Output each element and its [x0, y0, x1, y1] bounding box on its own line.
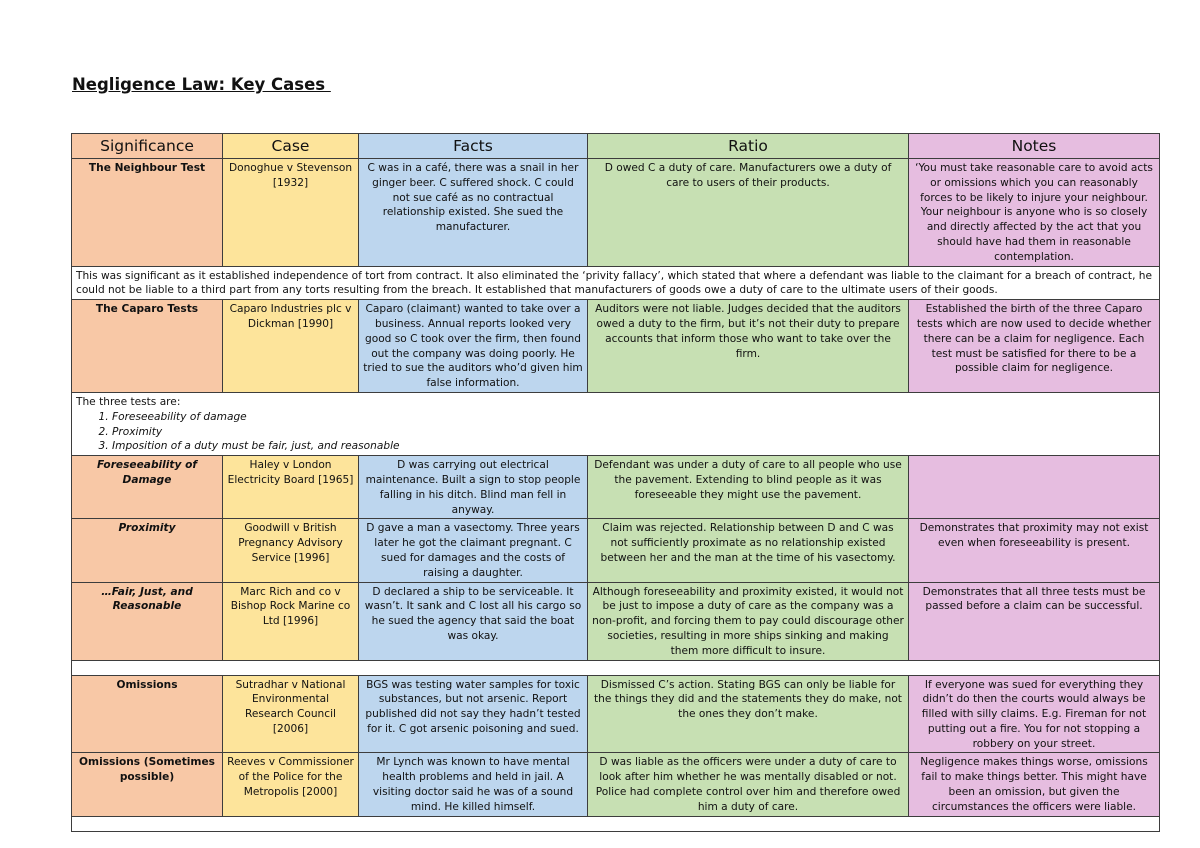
header-significance: Significance: [72, 134, 223, 159]
notes-cell: Established the birth of the three Caparo tests which are now used to decide whether there can be a claim for negligence. Each test must be satisfied for there to be a possible claim for negligence.: [909, 300, 1160, 393]
facts-cell: C was in a café, there was a snail in her ginger beer. C suffered shock. C could not sue café as no contractual relationship existed. She sued the manufacturer.: [359, 159, 588, 267]
table-row-neighbour: [72, 159, 1160, 267]
ratio-cell: Although foreseeability and proximity existed, it would not be just to impose a duty of care as the company was a non-profit, and forcing them to pay could discourage other societies, resulting in more ships sinking and making them more difficult to insure.: [588, 582, 909, 660]
table-row-neighbour-note: [72, 266, 1160, 300]
significance-cell: Proximity: [72, 519, 223, 582]
case-cell: Sutradhar v National Environmental Research Council [2006]: [223, 675, 359, 753]
ratio-cell: Auditors were not liable. Judges decided that the auditors owed a duty to the firm, but it’s not their duty to prepare accounts that inform those who want to take over the firm.: [588, 300, 909, 393]
table-row-foreseeability: [72, 456, 1160, 519]
facts-cell: D gave a man a vasectomy. Three years later he got the claimant pregnant. C sued for damages and the costs of raising a daughter.: [359, 519, 588, 582]
significance-note: This was significant as it established independence of tort from contract. It also eliminated the ‘privity fallacy’, which stated that where a defendant was liable to the claimant for a breach of contract, he could not be liable to a third part from any torts resulting from the breach. It established that manufacturers of goods owe a duty of care to the ultimate users of their goods.: [72, 266, 1160, 300]
case-cell: Goodwill v British Pregnancy Advisory Service [1996]: [223, 519, 359, 582]
page-title: Negligence Law: Key Cases: [72, 75, 331, 94]
case-cell: Reeves v Commissioner of the Police for the Metropolis [2000]: [223, 753, 359, 816]
header-case: Case: [223, 134, 359, 159]
tests-list: [76, 410, 1155, 454]
table-row-fair: [72, 582, 1160, 660]
facts-cell: Mr Lynch was known to have mental health problems and held in jail. A visiting doctor said he was of a sound mind. He killed himself.: [359, 753, 588, 816]
table-row-caparo: [72, 300, 1160, 393]
list-item: 1. Foreseeability of damage: [112, 410, 1155, 425]
tests-intro: The three tests are:: [76, 395, 181, 408]
ratio-cell: Dismissed C’s action. Stating BGS can only be liable for the things they did and the statements they do make, not the ones they don’t make.: [588, 675, 909, 753]
table-row-tests: [72, 392, 1160, 455]
header-notes: Notes: [909, 134, 1160, 159]
table-row-proximity: [72, 519, 1160, 582]
tests-list-cell: [72, 392, 1160, 455]
header-facts: Facts: [359, 134, 588, 159]
case-cell: Donoghue v Stevenson [1932]: [223, 159, 359, 267]
table-row-spacer: [72, 816, 1160, 831]
case-cell: Marc Rich and co v Bishop Rock Marine co Ltd [1996]: [223, 582, 359, 660]
ratio-cell: D was liable as the officers were under a duty of care to look after him whether he was mentally disabled or not. Police had complete control over him and therefore owed him a duty of care.: [588, 753, 909, 816]
significance-cell: The Neighbour Test: [72, 159, 223, 267]
ratio-cell: Claim was rejected. Relationship between D and C was not sufficiently proximate as no relationship existed between her and the man at the time of his vasectomy.: [588, 519, 909, 582]
significance-cell: Omissions: [72, 675, 223, 753]
significance-cell: Foreseeability of Damage: [72, 456, 223, 519]
table-row-omissions-sometimes: [72, 753, 1160, 816]
notes-cell: If everyone was sued for everything they didn’t do then the courts would always be filled with silly claims. E.g. Fireman for not putting out a fire. You for not stopping a robbery on your street.: [909, 675, 1160, 753]
ratio-cell: D owed C a duty of care. Manufacturers owe a duty of care to users of their products.: [588, 159, 909, 267]
notes-cell: Demonstrates that all three tests must be passed before a claim can be successful.: [909, 582, 1160, 660]
facts-cell: D was carrying out electrical maintenance. Built a sign to stop people falling in his ditch. Blind man fell in anyway.: [359, 456, 588, 519]
facts-cell: BGS was testing water samples for toxic substances, but not arsenic. Report published did not say they hadn’t tested for it. C got arsenic poisoning and sued.: [359, 675, 588, 753]
list-item: 2. Proximity: [112, 425, 1155, 440]
notes-cell: ‘You must take reasonable care to avoid acts or omissions which you can reasonably forces to be likely to injure your neighbour. Your neighbour is anyone who is so closely and directly affected by the act that you should have had them in reasonable contemplation.: [909, 159, 1160, 267]
significance-cell: …Fair, Just, and Reasonable: [72, 582, 223, 660]
header-ratio: Ratio: [588, 134, 909, 159]
facts-cell: Caparo (claimant) wanted to take over a business. Annual reports looked very good so C took over the firm, then found out the company was doing poorly. He tried to sue the auditors who’d given him false information.: [359, 300, 588, 393]
table-row-spacer: [72, 660, 1160, 675]
facts-cell: D declared a ship to be serviceable. It wasn’t. It sank and C lost all his cargo so he sued the agency that said the boat was okay.: [359, 582, 588, 660]
empty-row: [72, 660, 1160, 675]
significance-cell: Omissions (Sometimes possible): [72, 753, 223, 816]
notes-cell: [909, 456, 1160, 519]
case-cell: Caparo Industries plc v Dickman [1990]: [223, 300, 359, 393]
significance-cell: The Caparo Tests: [72, 300, 223, 393]
empty-row: [72, 816, 1160, 831]
ratio-cell: Defendant was under a duty of care to all people who use the pavement. Extending to blind people as it was foreseeable they might use the pavement.: [588, 456, 909, 519]
notes-cell: Negligence makes things worse, omissions fail to make things better. This might have been an omission, but given the circumstances the officers were liable.: [909, 753, 1160, 816]
header-row: [72, 134, 1160, 159]
case-cell: Haley v London Electricity Board [1965]: [223, 456, 359, 519]
key-cases-table: [71, 133, 1160, 832]
notes-cell: Demonstrates that proximity may not exist even when foreseeability is present.: [909, 519, 1160, 582]
table-row-omissions: [72, 675, 1160, 753]
list-item: 3. Imposition of a duty must be fair, just, and reasonable: [112, 439, 1155, 454]
